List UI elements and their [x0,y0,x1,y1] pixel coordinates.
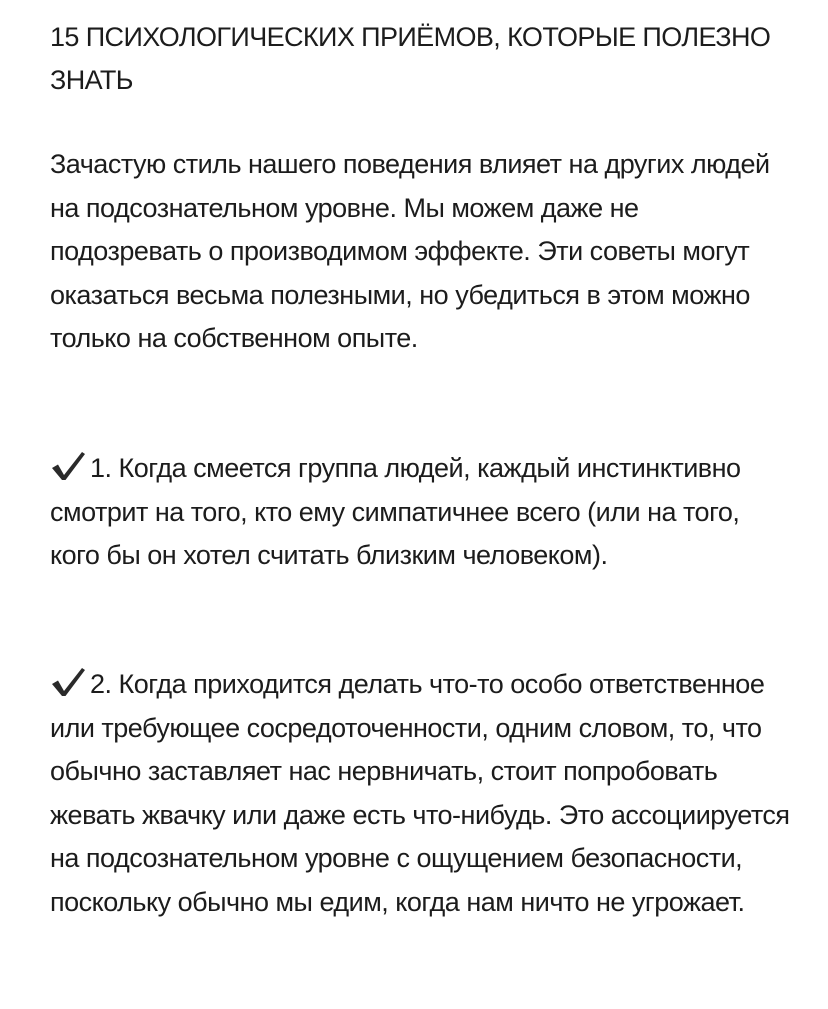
article-title: 15 ПСИХОЛОГИЧЕСКИХ ПРИЁМОВ, КОТОРЫЕ ПОЛЕЗНО ЗНАТЬ [50,22,771,95]
list-item [50,663,790,924]
list-item [50,447,790,578]
list-item-text: 1. Когда смеется группа людей, каждый инстинктивно смотрит на того, кто ему симпатичнее всего (или на того, кого бы он хотел считать близким человеком). [50,453,741,570]
intro-paragraph: Зачастую стиль нашего поведения влияет на других людей на подсознательном уровне. Мы можем даже не подозревать о производимом эффекте. Эти советы могут оказаться весьма полезными, но убедиться в этом можно только на собственном опыте. [50,149,770,353]
checkmark-icon [50,667,88,697]
checkmark-icon [50,451,88,481]
list-item-text: 2. Когда приходится делать что-то особо ответственное или требующее сосредоточенности, одним словом, то, что обычно заставляет нас нервничать, стоит попробовать жевать жвачку или даже есть что-нибудь. Это ассоциируется на подсознательном уровне с ощущением безопасности, поскольку обычно мы едим, когда нам ничто не угрожает. [50,669,790,917]
